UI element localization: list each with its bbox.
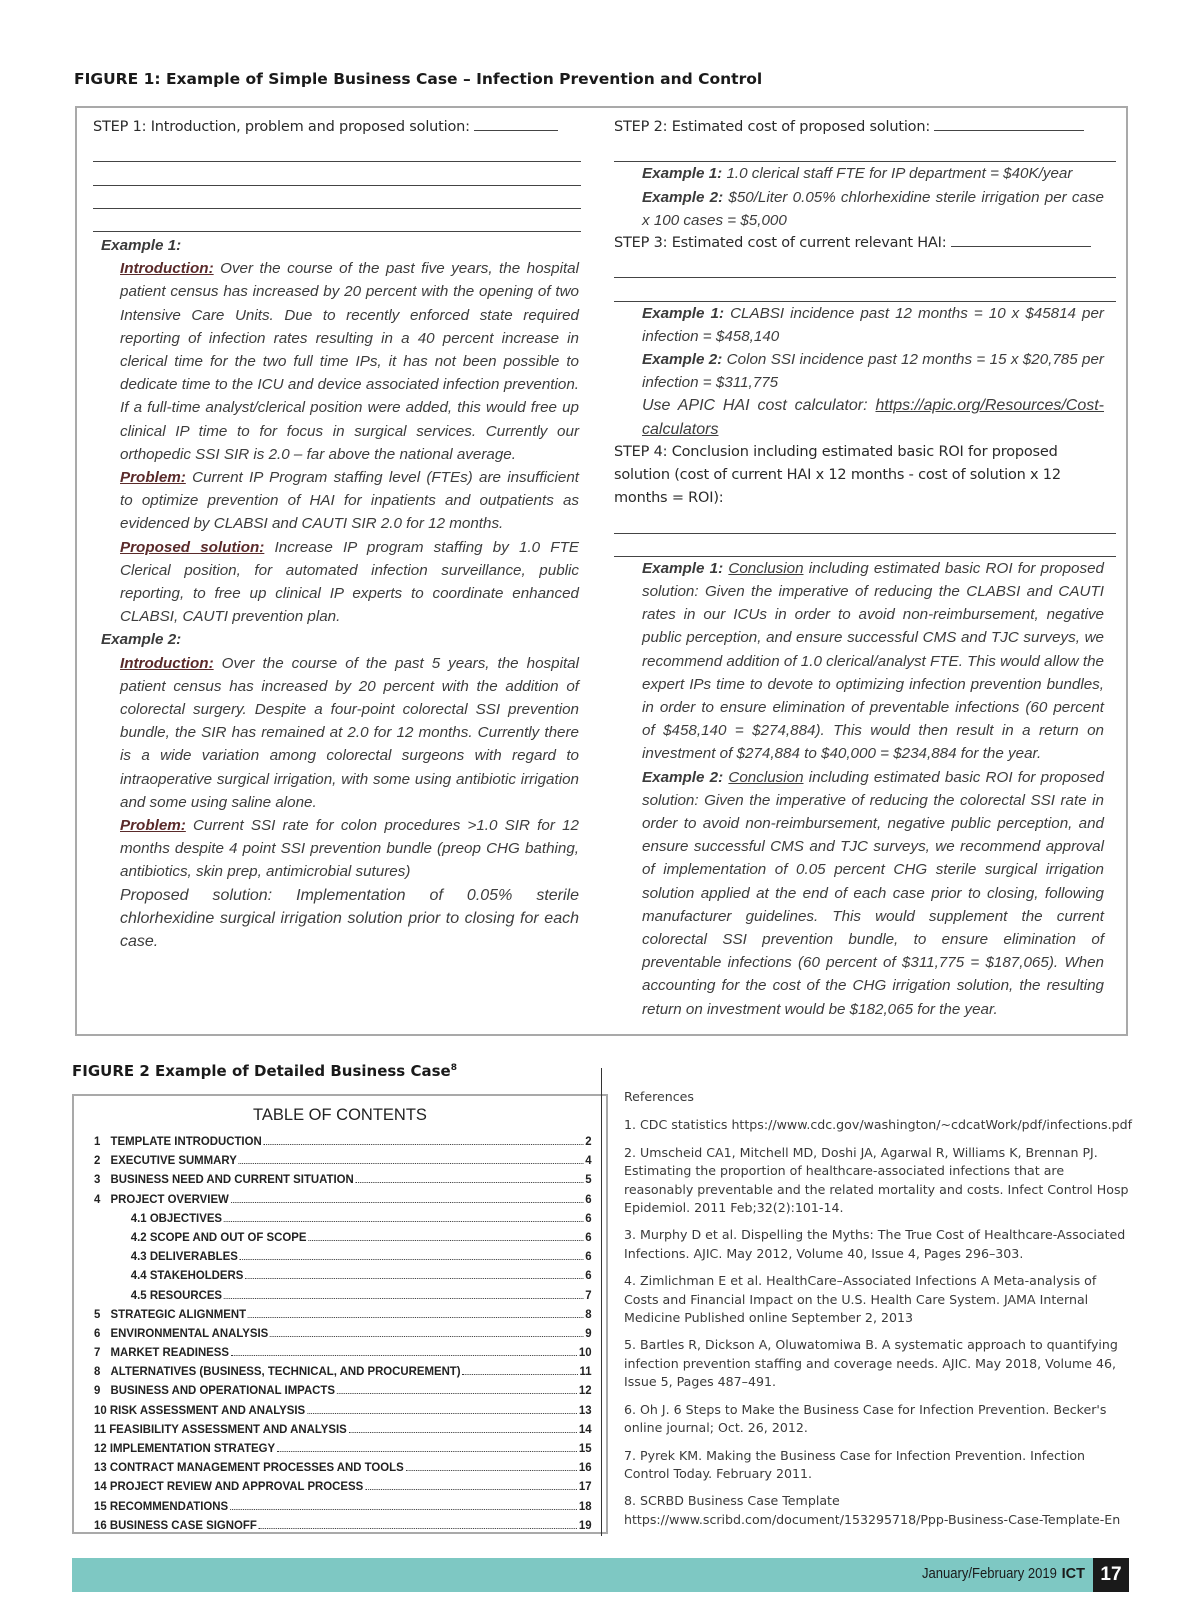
fill-line	[93, 186, 581, 209]
toc-item-label: EXECUTIVE SUMMARY	[110, 1153, 237, 1168]
reference-item: 6. Oh J. 6 Steps to Make the Business Case for Infection Prevention. Becker's online journal; Oct. 26, 2012.	[624, 1401, 1107, 1436]
toc-item-page: 6	[585, 1210, 592, 1225]
toc-item	[94, 1172, 592, 1191]
toc-leader-dots	[240, 1259, 584, 1260]
problem-label: Problem:	[120, 468, 186, 486]
toc-item	[94, 1460, 592, 1479]
toc-item-label: ALTERNATIVES (BUSINESS, TECHNICAL, AND PROCUREMENT)	[110, 1364, 461, 1379]
example-text: including estimated basic ROI for proposed solution: Given the imperative of reducing the CLABSI and CAUTI rates in our ICUs in order to avoid non-reimbursement, negative public perception, and ensure successful CMS and TJC surveys, we recommend addition of 1.0 clerical/analyst FTE. This would allow the expert IPs time to devote to optimizing infection prevention bundles, in order to ensure elimination of preventable infections (60 percent of $458,140 = $274,884). This would then result in a return on investment of $274,884 to $40,000 = $234,884 for the year.	[642, 559, 1104, 763]
toc-item	[94, 1422, 592, 1441]
conclusion-label: Conclusion	[728, 559, 804, 577]
example2-label: Example 2:	[101, 631, 182, 649]
figure1-right-column	[614, 116, 1116, 1021]
reference-item: 3. Murphy D et al. Dispelling the Myths: The True Cost of Healthcare-Associated Infections. AJIC. May 2012, Volume 40, Issue 4, Pages 296–303.	[624, 1227, 1126, 1261]
toc-item-label: BUSINESS NEED AND CURRENT SITUATION	[110, 1172, 354, 1187]
example-label: Example 2:	[642, 350, 723, 368]
footer-journal: ICT	[1061, 1566, 1085, 1582]
step4-example1	[614, 557, 1116, 766]
toc-item-number: 7	[94, 1345, 101, 1360]
step1-heading	[93, 116, 581, 139]
toc-item-page: 6	[585, 1268, 592, 1283]
introduction-label: Introduction:	[120, 654, 214, 672]
toc-leader-dots	[224, 1221, 583, 1222]
toc-item-page: 9	[585, 1325, 592, 1340]
reference-item: 4. Zimlichman E et al. HealthCare–Associated Infections A Meta-analysis of Costs and Financial Impact on the U.S. Health Care System. JAMA Internal Medicine Published online September 2, 2013	[624, 1273, 1097, 1326]
reference-item: 2. Umscheid CA1, Mitchell MD, Doshi JA, Agarwal R, Williams K, Brennan PJ. Estimating the proportion of healthcare-associated infections that are reasonably preventable and the related mortality and costs. Infect Control Hosp Epidemiol. 2011 Feb;32(2):101-14.	[624, 1144, 1129, 1216]
toc-item-label: 16 BUSINESS CASE SIGNOFF	[94, 1517, 257, 1532]
toc-item-page: 6	[585, 1191, 592, 1206]
page-number: 17	[1093, 1558, 1129, 1592]
apic-calculator-note	[614, 394, 1116, 440]
toc-item	[94, 1364, 592, 1383]
toc-item-label: PROJECT OVERVIEW	[110, 1191, 229, 1206]
toc-item	[94, 1288, 592, 1307]
toc-item-label: 4.5 RESOURCES	[130, 1287, 223, 1302]
step2-label: STEP 2: Estimated cost of proposed solution:	[614, 119, 931, 135]
toc-item-page: 2	[585, 1134, 592, 1148]
toc-item	[94, 1326, 592, 1345]
toc-item-number: 3	[94, 1172, 101, 1187]
toc-leader-dots	[248, 1317, 583, 1318]
toc-leader-dots	[308, 1240, 583, 1241]
problem-label: Problem:	[120, 817, 186, 835]
toc-item-label: TEMPLATE INTRODUCTION	[110, 1134, 262, 1148]
reference-item: 5. Bartles R, Dickson A, Oluwatomiwa B. A systematic approach to quantifying infection prevention staffing and coverage needs. AJIC. May 2018, Volume 46, Issue 5, Pages 487–491.	[624, 1337, 1118, 1390]
toc-item-number: 5	[94, 1306, 101, 1321]
step2-example1	[614, 162, 1116, 185]
step3-heading	[614, 232, 1116, 255]
step1-fill-line	[474, 116, 558, 131]
toc-item	[94, 1403, 592, 1422]
toc-leader-dots	[307, 1413, 577, 1414]
toc-item-label: 4.4 STAKEHOLDERS	[130, 1268, 244, 1283]
table-of-contents-box	[72, 1094, 608, 1534]
proposed-solution-label: Proposed solution:	[120, 538, 265, 556]
fill-line	[614, 278, 1116, 301]
toc-item-label: 4.3 DELIVERABLES	[130, 1249, 238, 1264]
toc-item	[94, 1268, 592, 1287]
toc-item-label: 13 CONTRACT MANAGEMENT PROCESSES AND TOOLS	[94, 1460, 404, 1475]
toc-leader-dots	[356, 1182, 584, 1183]
toc-item-label: MARKET READINESS	[110, 1345, 229, 1360]
toc-leader-dots	[365, 1489, 577, 1490]
apic-note-text: Use APIC HAI cost calculator:	[642, 397, 868, 415]
toc-item	[94, 1479, 592, 1498]
column-divider	[601, 1068, 602, 1536]
example-label: Example 2:	[642, 768, 724, 786]
toc-item-page: 19	[578, 1517, 592, 1532]
toc-item-page: 18	[578, 1498, 592, 1513]
toc-item-page: 17	[578, 1479, 592, 1494]
toc-item-number: 9	[94, 1383, 101, 1398]
footer-bar	[72, 1558, 1129, 1592]
introduction-label: Introduction:	[120, 260, 214, 278]
example1-label: Example 1:	[101, 236, 182, 254]
toc-item	[94, 1230, 592, 1249]
toc-item	[94, 1499, 592, 1518]
toc-item-number: 2	[94, 1153, 101, 1168]
toc-item-page: 7	[585, 1287, 592, 1302]
introduction-text: Over the course of the past 5 years, the hospital patient census has increased by 20 percent with the addition of colorectal surgery. Despite a four-point colorectal SSI prevention bundle, the SIR has remained at 2.0 for 12 months. Currently there is a wide variation among colorectal surgeons with regard to intraoperative surgical irrigation, with some using antibiotic irrigation and some using saline alone.	[120, 654, 579, 811]
example1-problem	[93, 466, 581, 536]
toc-leader-dots	[230, 1509, 577, 1510]
example-label: Example 2:	[642, 188, 724, 206]
example-text: 1.0 clerical staff FTE for IP department = $40K/year	[726, 165, 1073, 183]
toc-leader-dots	[277, 1451, 577, 1452]
toc-item-label: ENVIRONMENTAL ANALYSIS	[110, 1325, 269, 1340]
toc-leader-dots	[406, 1470, 577, 1471]
toc-item-page: 4	[585, 1153, 592, 1168]
example-text: Colon SSI incidence past 12 months = 15 x $20,785 per infection = $311,775	[642, 350, 1104, 392]
step2-fill-line	[934, 116, 1084, 131]
toc-item-page: 13	[578, 1402, 592, 1417]
toc-item-label: 4.1 OBJECTIVES	[130, 1210, 223, 1225]
step4-example2	[614, 766, 1116, 1021]
toc-item-page: 6	[585, 1249, 592, 1264]
fill-line	[614, 255, 1116, 278]
toc-leader-dots	[270, 1336, 583, 1337]
references-section	[624, 1088, 1134, 1538]
toc-item	[94, 1211, 592, 1230]
example-text: $50/Liter 0.05% chlorhexidine sterile irrigation per case x 100 cases = $5,000	[642, 188, 1104, 229]
figure2-title	[72, 1062, 457, 1080]
toc-item-page: 12	[578, 1383, 592, 1398]
toc-item-label: STRATEGIC ALIGNMENT	[110, 1306, 247, 1321]
toc-leader-dots	[245, 1278, 583, 1279]
problem-text: Current SSI rate for colon procedures >1.0 SIR for 12 months despite 4 point SSI prevention bundle (preop CHG bathing, antibiotics, skin prep, antimicrobial sutures)	[120, 817, 579, 881]
step3-fill-line	[951, 232, 1091, 247]
fill-line	[614, 510, 1116, 533]
figure1-box	[75, 106, 1128, 1036]
toc-item-number: 1	[94, 1134, 101, 1148]
step2-example2	[614, 186, 1116, 232]
conclusion-label: Conclusion	[728, 768, 804, 786]
figure2-title-text: FIGURE 2 Example of Detailed Business Case	[72, 1062, 451, 1080]
toc-item	[94, 1153, 592, 1172]
step3-label: STEP 3: Estimated cost of current relevant HAI:	[614, 235, 947, 251]
step3-example1	[614, 302, 1116, 348]
toc-leader-dots	[231, 1202, 584, 1203]
proposed-solution-text: Increase IP program staffing by 1.0 FTE Clerical position, for automated infection surveillance, public reporting, to free up clinical IP experts to coordinate enhanced CLABSI, CAUTI prevention plan.	[120, 538, 579, 626]
toc-item-label: 10 RISK ASSESSMENT AND ANALYSIS	[94, 1402, 306, 1417]
reference-item: 7. Pyrek KM. Making the Business Case for Infection Prevention. Infection Control Today. February 2011.	[624, 1447, 1086, 1481]
toc-item-label: 11 FEASIBILITY ASSESSMENT AND ANALYSIS	[94, 1421, 347, 1436]
toc-leader-dots	[462, 1374, 577, 1375]
example-label: Example 1:	[642, 304, 725, 322]
toc-item-page: 10	[578, 1345, 592, 1360]
toc-item-label: 15 RECOMMENDATIONS	[94, 1498, 229, 1513]
example-text: CLABSI incidence past 12 months = 10 x $45814 per infection = $458,140	[642, 304, 1104, 345]
toc-leader-dots	[224, 1298, 583, 1299]
toc-item-page: 15	[578, 1441, 592, 1455]
apic-calculator-link[interactable]: https://apic.org/Resources/Cost-calculators	[642, 397, 1105, 438]
fill-line	[614, 534, 1116, 557]
toc-leader-dots	[239, 1163, 584, 1164]
fill-line	[93, 209, 581, 232]
toc-item-label: 14 PROJECT REVIEW AND APPROVAL PROCESS	[94, 1479, 364, 1494]
toc-item-number: 6	[94, 1325, 101, 1340]
toc-item	[94, 1383, 592, 1402]
toc-leader-dots	[264, 1144, 584, 1145]
toc-list	[94, 1134, 592, 1537]
toc-item-label: BUSINESS AND OPERATIONAL IMPACTS	[110, 1383, 335, 1398]
example1-proposed-solution	[93, 536, 581, 629]
fill-line	[93, 162, 581, 185]
toc-item-page: 6	[585, 1229, 592, 1244]
step4-heading: STEP 4: Conclusion including estimated basic ROI for proposed solution (cost of current HAI x 12 months - cost of solution x 12 months = ROI):	[614, 443, 1061, 507]
example-text: including estimated basic ROI for proposed solution: Given the imperative of reducing the colorectal SSI rate in order to avoid non-reimbursement, negative public perception, and ensure successful CMS and TJC surveys, we recommend approval of implementation of 0.05 percent CHG sterile surgical irrigation solution applied at the end of each case prior to closing, following manufacturer guidelines. This would supplement the current colorectal SSI prevention bundle, to ensure elimination of preventable infections (60 percent of $311,775 = $187,065). When accounting for the cost of the CHG irrigation solution, the resulting return on investment would be $182,065 for the year.	[642, 768, 1104, 1018]
example-label: Example 1:	[642, 559, 724, 577]
example1-introduction	[93, 257, 581, 466]
toc-item-page: 11	[579, 1364, 592, 1379]
toc-item	[94, 1518, 592, 1537]
reference-item: 8. SCRBD Business Case Template https://www.scribd.com/document/153295718/Ppp-Business-Case-Template-En	[624, 1493, 1121, 1527]
introduction-text: Over the course of the past five years, the hospital patient census has increased by 20 percent with the opening of two Intensive Care Units. Due to recently enforced state required reporting of infection rates resulting in a 40 percent increase in clerical time for the two full time IPs, it has not been possible to dedicate time to the ICU and device associated infection prevention. If a full-time analyst/clerical position were added, this would free up clinical IP time to for focus in surgical services. Currently our orthopedic SSI SIR is 2.0 – far above the national average.	[120, 260, 579, 463]
step1-label: STEP 1: Introduction, problem and proposed solution:	[93, 119, 470, 135]
toc-item	[94, 1134, 592, 1153]
toc-leader-dots	[337, 1393, 577, 1394]
toc-item-page: 5	[585, 1172, 592, 1187]
toc-item-page: 14	[578, 1421, 592, 1436]
step3-example2	[614, 348, 1116, 394]
example2-problem	[93, 814, 581, 884]
toc-item	[94, 1192, 592, 1211]
toc-item-page: 8	[585, 1306, 592, 1321]
toc-leader-dots	[259, 1528, 577, 1529]
footer-date: January/February 2019	[922, 1566, 1057, 1582]
toc-heading: TABLE OF CONTENTS	[253, 1106, 427, 1124]
fill-line	[93, 139, 581, 162]
toc-item	[94, 1441, 592, 1460]
reference-item: 1. CDC statistics https://www.cdc.gov/washington/~cdcatWork/pdf/infections.pdf	[624, 1117, 1133, 1133]
example-label: Example 1:	[642, 165, 723, 183]
toc-item-label: 12 IMPLEMENTATION STRATEGY	[94, 1441, 276, 1455]
toc-leader-dots	[231, 1355, 577, 1356]
toc-item-number: 4	[94, 1191, 101, 1206]
toc-item	[94, 1345, 592, 1364]
toc-item-label: 4.2 SCOPE AND OUT OF SCOPE	[130, 1229, 307, 1244]
example2-proposed-solution: Proposed solution: Implementation of 0.05% sterile chlorhexidine surgical irrigation solution prior to closing for each case.	[120, 886, 579, 951]
toc-item-number: 8	[94, 1364, 101, 1379]
problem-text: Current IP Program staffing level (FTEs) are insufficient to optimize prevention of HAI for inpatients and outpatients as evidenced by CLABSI and CAUTI SIR 2.0 for 12 months.	[120, 468, 579, 533]
toc-leader-dots	[349, 1432, 577, 1433]
example2-introduction	[93, 652, 581, 814]
figure1-title: FIGURE 1: Example of Simple Business Case – Infection Prevention and Control	[74, 70, 763, 88]
step2-heading	[614, 116, 1116, 139]
references-title: References	[624, 1089, 694, 1104]
fill-line	[614, 139, 1116, 162]
figure2-title-superscript: 8	[450, 1063, 457, 1073]
toc-item	[94, 1307, 592, 1326]
toc-item	[94, 1249, 592, 1268]
figure1-left-column	[93, 116, 581, 953]
toc-item-page: 16	[578, 1460, 592, 1475]
